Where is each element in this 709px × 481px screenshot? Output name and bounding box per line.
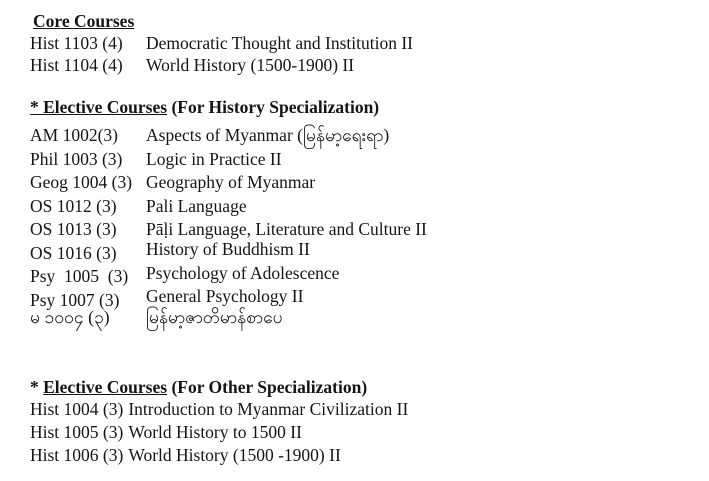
course-title: မြန်မာ့ဇာတိမာန်စာပေ (146, 307, 283, 327)
section-elective-other-specialization (30, 376, 709, 467)
elective-other-heading (30, 376, 709, 398)
course-code: Hist 1104 (4) (30, 55, 123, 75)
course-title: Psychology of Adolescence (146, 263, 340, 283)
elective-history-rows (30, 124, 709, 330)
course-code: Psy 1005 (3) (30, 266, 129, 286)
course-code: Psy 1007 (3) (30, 289, 120, 310)
course-title: Democratic Thought and Institution II (146, 33, 413, 53)
course-code: Hist 1004 (3) (30, 398, 124, 419)
heading-suffix: (For Other Specialization) (167, 376, 368, 397)
heading-underlined-text: * Elective Courses (30, 97, 168, 117)
core-courses-heading (33, 10, 709, 32)
course-code: OS 1016 (3) (30, 242, 117, 263)
course-title: World History (1500 -1900) II (128, 444, 341, 465)
course-title: Logic in Practice II (146, 148, 282, 169)
course-row-burmese (30, 306, 709, 330)
course-code: OS 1013 (3) (30, 219, 117, 239)
course-row (30, 148, 709, 172)
course-row (30, 124, 709, 148)
course-title: Aspects of Myanmar (မြန်မာ့ရေးရာ) (146, 125, 390, 145)
core-course-rows (30, 32, 709, 76)
elective-history-heading (30, 96, 709, 118)
course-title: Pāḷi Language, Literature and Culture II (146, 219, 427, 239)
course-row (30, 421, 709, 444)
course-title: General Psychology II (146, 285, 304, 306)
course-row (30, 171, 709, 195)
course-code: Geog 1004 (3) (30, 172, 133, 192)
course-title: History of Buddhism II (146, 238, 310, 259)
course-code: Phil 1003 (3) (30, 148, 123, 169)
course-title: Introduction to Myanmar Civilization II (128, 398, 409, 419)
course-code: Hist 1005 (3) (30, 421, 124, 442)
section-elective-history-specialization (30, 96, 709, 330)
course-code: မ ၁၀၀၄ (၃) (30, 307, 110, 327)
course-title: World History (1500-1900) II (146, 55, 355, 75)
elective-other-rows (30, 398, 709, 467)
course-code: Hist 1103 (4) (30, 33, 123, 53)
heading-suffix: (For History Specialization) (167, 97, 380, 117)
course-row (30, 218, 709, 242)
heading-underlined-text: Elective Courses (43, 376, 168, 397)
course-row (30, 398, 709, 421)
heading-prefix: * (30, 376, 44, 397)
course-row (30, 54, 709, 76)
course-code: OS 1012 (3) (30, 195, 117, 216)
course-row (30, 238, 709, 266)
heading-underlined-text: Core Courses (33, 11, 135, 31)
course-row (30, 195, 709, 219)
course-title: Geography of Myanmar (146, 172, 316, 192)
course-row (30, 265, 709, 289)
section-core-courses (30, 10, 709, 76)
course-code: Hist 1006 (3) (30, 444, 124, 465)
course-row (30, 32, 709, 54)
course-title: World History to 1500 II (128, 421, 302, 442)
course-code: AM 1002(3) (30, 125, 118, 145)
course-row (30, 444, 709, 467)
course-title: Pali Language (146, 195, 247, 216)
